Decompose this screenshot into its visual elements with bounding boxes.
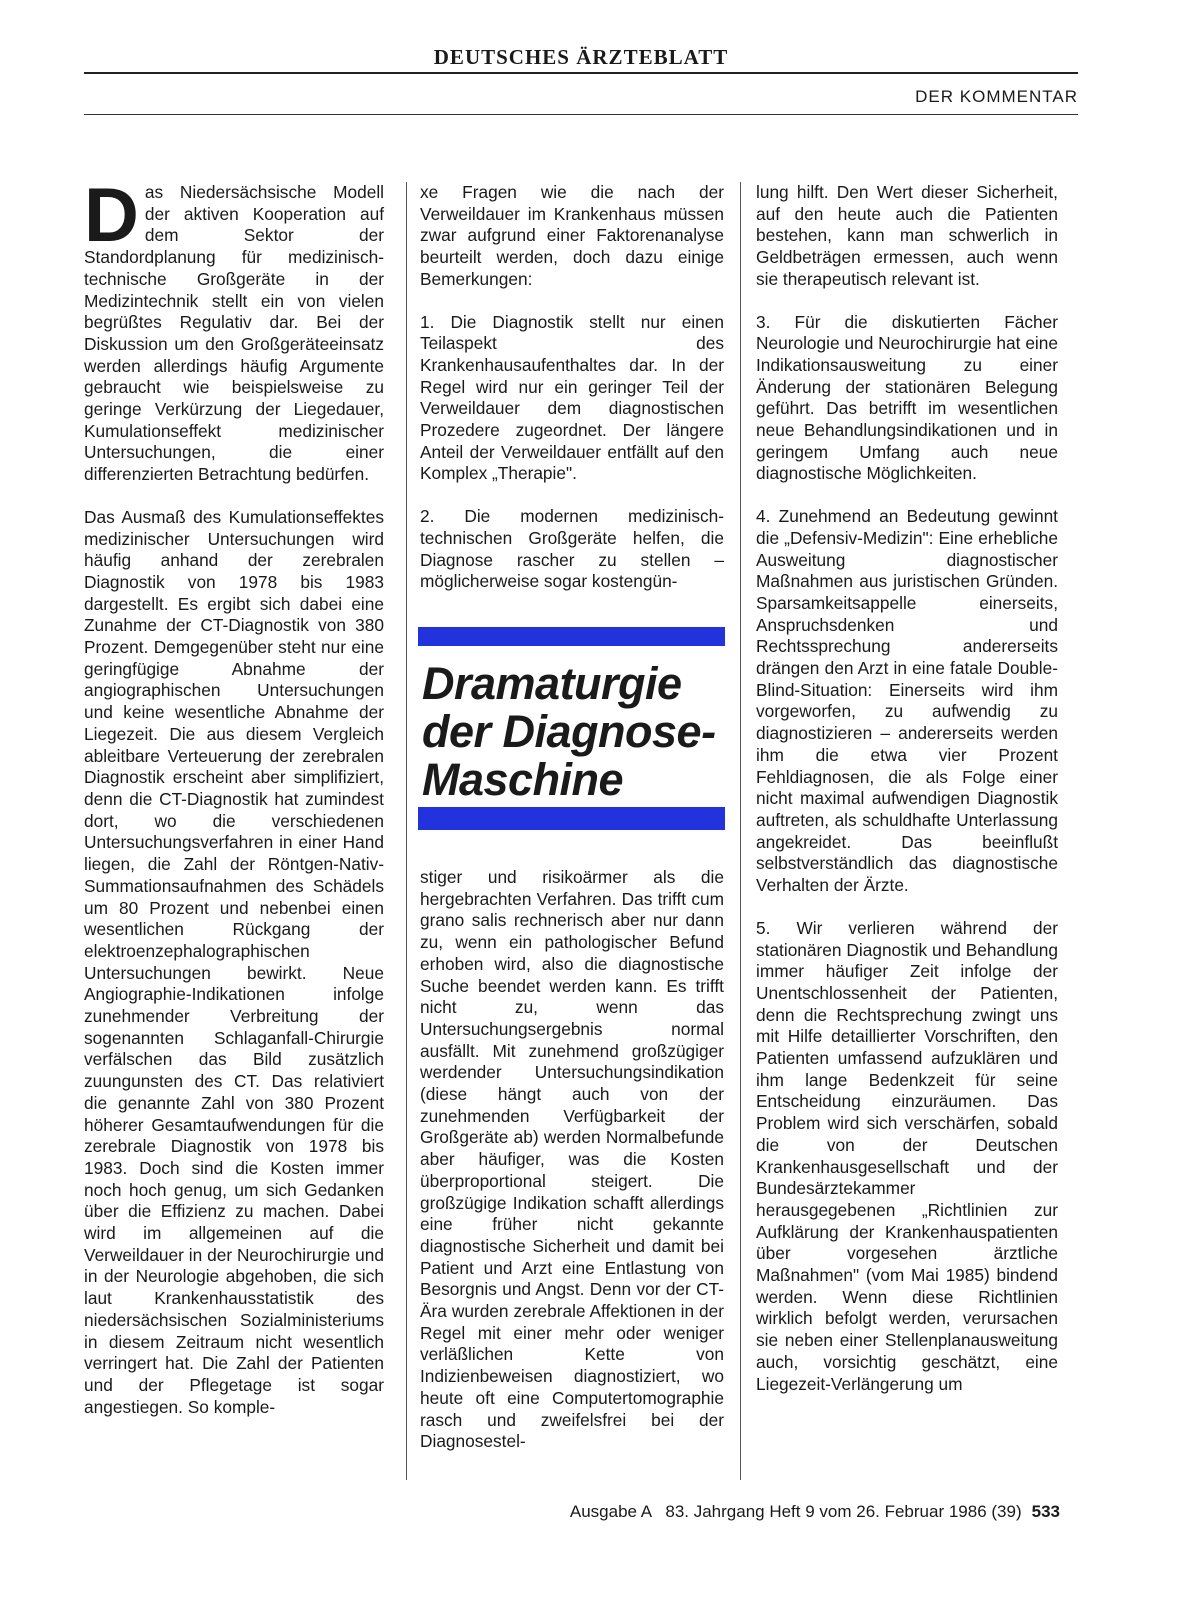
page-footer — [490, 1502, 1060, 1522]
section-label: DER KOMMENTAR — [84, 86, 1078, 115]
article-column-3 — [756, 182, 1058, 1416]
article-column-1 — [84, 173, 384, 1439]
page-number: 533 — [1031, 1502, 1060, 1521]
column-divider — [406, 182, 407, 1480]
headline-line: der Diagnose- — [422, 706, 716, 757]
paragraph: 3. Für die diskutierten Fächer Neurologie und Neurochirurgie hat eine Indikationsausweitung zu einer Änderung der stationären Belegung geführt. Das betrifft im wesentlichen neue Behandlungsindikationen und in geringem Umfang auch neue diagnostische Möglichkeiten. — [756, 311, 1058, 484]
headline-accent-bar — [418, 807, 725, 830]
paragraph: xe Fragen wie die nach der Verweildauer im Krankenhaus müssen zwar aufgrund einer Faktorenanalyse beurteilt werden, doch dazu einige Bemerkungen: — [420, 182, 724, 289]
paragraph: Das Ausmaß des Kumulationseffektes medizinischer Untersuchungen wird häufig anhand der zerebralen Diagnostik von 1978 bis 1983 dargestellt. Es ergibt sich dabei eine Zunahme der CT-Diagnostik von 380 Prozent. Demgegenüber steht nur eine geringfügige Abnahme der angiographischen Untersuchungen und keine wesentliche Abnahme der Liegezeit. Die aus diesem Vergleich ableitbare Verteuerung der zerebralen Diagnostik erscheint aber simplifiziert, denn die CT-Diagnostik hat zumindest dort, wo die verschiedenen Untersuchungsverfahren in einer Hand liegen, die Zahl der Röntgen-Nativ-Summationsaufnahmen des Schädels um 80 Prozent und nebenbei einen wesentlichen Rückgang der elektroenzephalographischen Untersuchungen bewirkt. Neue Angiographie-Indikationen infolge zunehmender Verbreitung der sogenannten Schlaganfall-Chirurgie verfälschen das Bild zusätzlich zuungunsten des CT. Das relativiert die genannte Zahl von 380 Prozent höherer Gesamtaufwendungen für die zerebrale Diagnostik von 1978 bis 1983. Doch sind die Kosten immer noch hoch genug, um sich Gedanken über die Effizienz zu machen. Dabei wird im allgemeinen auf die Verweildauer in der Neurochirurgie und in der Neurologie abgehoben, die sich laut Krankenhausstatistik des niedersächsischen Sozialministeriums in diesem Zeitraum nicht wesentlich verringert hat. Die Zahl der Patienten und der Pflegetage ist sogar angestiegen. So komple- — [84, 506, 384, 1417]
paragraph: 1. Die Diagnostik stellt nur einen Teilaspekt des Krankenhausaufenthaltes dar. In der Regel wird nur ein geringer Teil der Verweildauer dem diagnostischen Prozedere zugeordnet. Der längere Anteil der Verweildauer entfällt auf den Komplex „Therapie". — [420, 311, 724, 484]
headline-line: Maschine — [422, 754, 624, 805]
paragraph-text: as Niedersächsische Modell der aktiven Kooperation auf dem Sektor der Standordplanung für medizinisch-technische Großgeräte in der Medizintechnik stellt ein von vielen begrüßtes Regulativ dar. Bei der Diskussion um den Großgeräteeinsatz werden allerdings häufig Argumente gebraucht wie beispielsweise zu geringe Verkürzung der Liegedauer, Kumulationseffekt medizinischer Untersuchungen, die einer differenzierten Betrachtung bedürfen. — [84, 182, 384, 485]
article-headline — [422, 660, 732, 804]
masthead: DEUTSCHES ÄRZTEBLATT — [84, 42, 1078, 74]
paragraph: 5. Wir verlieren während der stationären Diagnostik und Behandlung immer häufiger Zeit infolge der Unentschlossenheit der Patienten, denn die Rechtsprechung zwingt uns mit Hilfe detaillierter Vorschriften, den Patienten umfassend aufzuklären und ihm lange Bedenkzeit für seine Entscheidung einzuräumen. Das Problem wird sich verschärfen, sobald die von der Deutschen Krankenhausgesellschaft und der Bundesärztekammer herausgegebenen „Richtlinien zur Aufklärung der Krankenhauspatienten über vorgesehen ärztliche Maßnahmen" (vom Mai 1985) bindend werden. Wenn diese Richtlinien wirklich befolgt werden, verursachen sie neben einer Stellenplanausweitung auch, vorsichtig geschätzt, eine Liegezeit-Verlängerung um — [756, 917, 1058, 1394]
article-column-2-continued — [420, 867, 724, 1474]
paragraph: stiger und risikoärmer als die hergebrachten Verfahren. Das trifft cum grano salis rechnerisch aber nur dann zu, wenn ein pathologischer Befund erhoben wird, also die diagnostische Suche beendet werden kann. Es trifft nicht zu, wenn das Untersuchungsergebnis normal ausfällt. Mit zunehmend großzügiger werdender Untersuchungsindikation (diese hängt auch von der zunehmenden Verfügbarkeit der Großgeräte ab) werden Normalbefunde aber häufiger, was die Kosten überproportional steigert. Die großzügige Indikation schafft allerdings eine früher nicht gekannte diagnostische Sicherheit und damit bei Patient und Arzt eine Entlastung von Besorgnis und Angst. Denn vor der CT-Ära wurden zerebrale Affektionen in der Regel mit einer mehr oder weniger verläßlichen Kette von Indizienbeweisen diagnostiziert, wo heute oft eine Computertomographie rasch und zweifelsfrei bei der Diagnosestel- — [420, 867, 724, 1452]
paragraph — [84, 173, 384, 486]
paragraph: 4. Zunehmend an Bedeutung gewinnt die „Defensiv-Medizin": Eine erhebliche Ausweitung diagnostischer Maßnahmen aus juristischen Gründen. Sparsamkeitsappelle einerseits, Anspruchsdenken und Rechtssprechung andererseits drängen den Arzt in eine fatale Double-Blind-Situation: Einerseits wird ihm vorgeworfen, zu aufwendig zu diagnostizieren – andererseits werden ihm die etwa vier Prozent Fehldiagnosen, die als Folge einer nicht maximal aufwendigen Diagnostik auftreten, als schuldhafte Unterlassung angekreidet. Das beeinflußt selbstverständlich das diagnostische Verhalten der Ärzte. — [756, 506, 1058, 896]
headline-line: Dramaturgie — [422, 658, 682, 709]
paragraph: 2. Die modernen medizinisch-technischen Großgeräte helfen, die Diagnose rascher zu stellen – möglicherweise sogar kostengün- — [420, 506, 724, 592]
column-divider — [740, 182, 741, 1480]
article-column-2 — [420, 182, 724, 614]
drop-cap: D — [84, 173, 139, 258]
paragraph: lung hilft. Den Wert dieser Sicherheit, auf den heute auch die Patienten bestehen, kann man schwerlich in Geldbeträgen ermessen, auch wenn sie therapeutisch relevant ist. — [756, 182, 1058, 289]
issue-info: Ausgabe A 83. Jahrgang Heft 9 vom 26. Februar 1986 (39) — [569, 1502, 1022, 1521]
headline-accent-bar — [418, 627, 725, 646]
